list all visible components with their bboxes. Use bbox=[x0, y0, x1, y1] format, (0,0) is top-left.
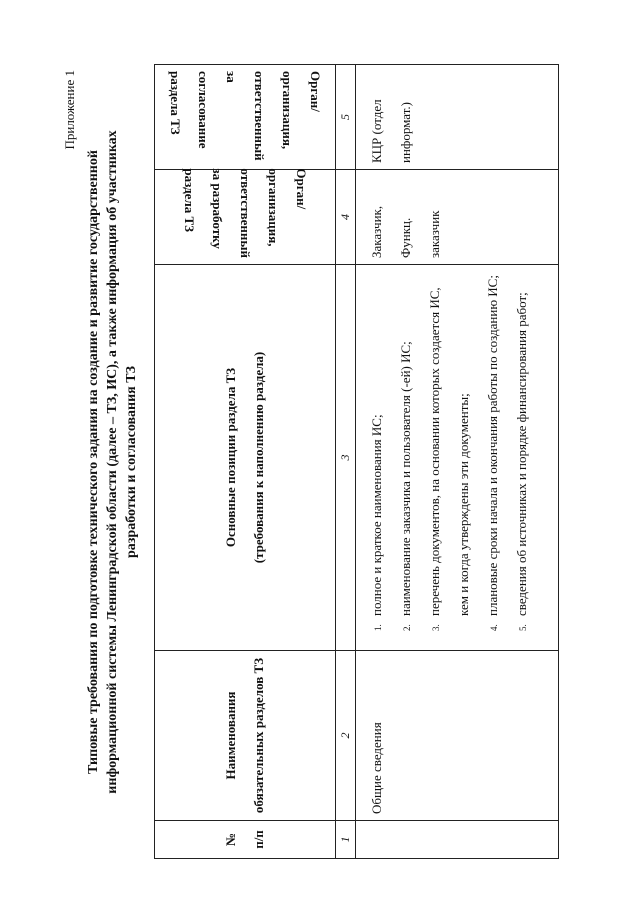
column-number: 5 bbox=[336, 65, 356, 170]
document-title bbox=[84, 102, 141, 822]
title-line: информационной системы Ленинградской области (далее – ТЗ, ИС), а также информация об участниках bbox=[105, 130, 120, 794]
header-positions-main: Основные позиции раздела ТЗ bbox=[223, 367, 238, 548]
column-number: 2 bbox=[336, 651, 356, 821]
list-item: 4. плановые сроки начала и окончания работы по созданию ИС; bbox=[478, 271, 507, 622]
list-item: 2. наименование заказчика и пользователя (-ей) ИС; bbox=[391, 271, 420, 622]
table-header-row bbox=[155, 65, 336, 859]
row-number bbox=[356, 821, 559, 859]
header-approve-org: Орган/организация, ответственный за согласование раздела ТЗ bbox=[155, 65, 336, 170]
header-positions bbox=[155, 265, 336, 651]
rotated-document-page bbox=[62, 62, 582, 862]
header-sections: Наименования обязательных разделов ТЗ bbox=[155, 651, 336, 821]
column-number-row bbox=[336, 65, 356, 859]
row-dev-org: Заказчик, Функц. заказчик bbox=[356, 170, 559, 265]
list-item: 3. перечень документов, на основании которых создается ИС, кем и когда утверждены эти документы; bbox=[420, 271, 478, 622]
row-section-name: Общие сведения bbox=[356, 651, 559, 821]
title-line: разработки и согласования ТЗ bbox=[124, 366, 139, 558]
list-item: 5. сведения об источниках и порядке финансирования работ; bbox=[507, 271, 536, 622]
positions-list bbox=[362, 271, 536, 644]
header-number: № п/п bbox=[155, 821, 336, 859]
table-row bbox=[356, 65, 559, 859]
header-dev-org: Орган/организация, ответственный за разработку раздела ТЗ bbox=[155, 170, 336, 265]
column-number: 3 bbox=[336, 265, 356, 651]
row-positions bbox=[356, 265, 559, 651]
list-item: 1. полное и краткое наименования ИС; bbox=[362, 271, 391, 622]
column-number: 4 bbox=[336, 170, 356, 265]
row-approve-org: КЦР (отдел информат.) bbox=[356, 65, 559, 170]
header-positions-sub: (требования к наполнению раздела) bbox=[251, 351, 266, 564]
annex-label: Приложение 1 bbox=[62, 70, 77, 150]
column-number: 1 bbox=[336, 821, 356, 859]
requirements-table bbox=[154, 64, 559, 859]
title-line: Типовые требования по подготовке технического задания на создание и развитие государственной bbox=[86, 150, 101, 774]
